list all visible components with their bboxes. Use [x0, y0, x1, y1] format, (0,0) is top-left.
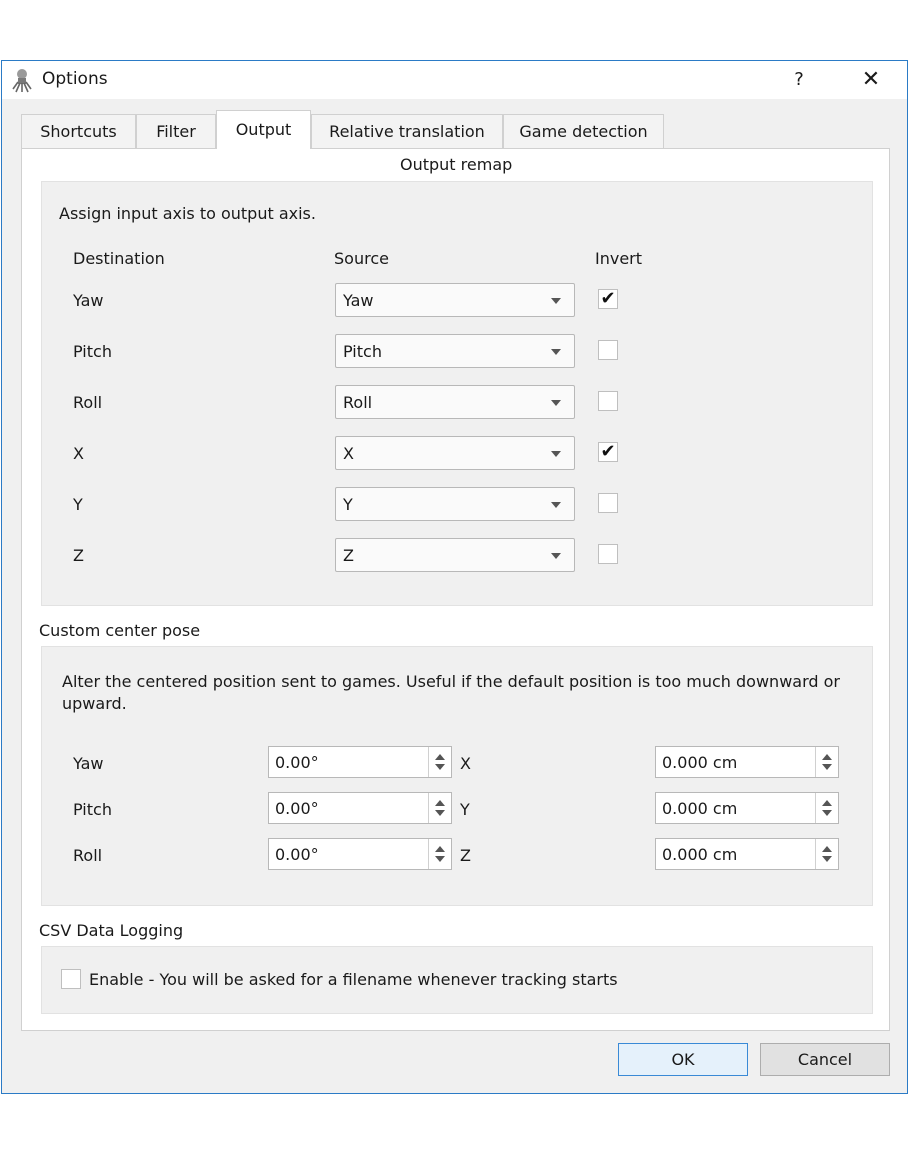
destination-header: Destination: [73, 249, 165, 268]
center-z-label: Z: [460, 846, 471, 865]
source-combo-value: Yaw: [343, 291, 374, 310]
spin-buttons[interactable]: [815, 747, 838, 777]
source-combo-value: Z: [343, 546, 354, 565]
help-button[interactable]: ?: [794, 69, 804, 90]
ok-button[interactable]: OK: [618, 1043, 748, 1076]
arrow-down-icon[interactable]: [435, 810, 445, 816]
invert-checkbox-y[interactable]: [598, 493, 618, 513]
invert-checkbox-roll[interactable]: [598, 391, 618, 411]
arrow-down-icon[interactable]: [822, 810, 832, 816]
invert-checkbox-x[interactable]: ✔: [598, 442, 618, 462]
output-remap-description: Assign input axis to output axis.: [59, 204, 316, 223]
source-combo-value: Y: [343, 495, 353, 514]
destination-label-pitch: Pitch: [73, 342, 112, 361]
tab-relative-translation[interactable]: Relative translation: [311, 114, 503, 148]
center-y-spinbox[interactable]: [655, 792, 839, 824]
csv-logging-title: CSV Data Logging: [39, 921, 184, 940]
spinbox-value: 0.000 cm: [662, 753, 738, 772]
center-pitch-label: Pitch: [73, 800, 112, 819]
invert-header: Invert: [595, 249, 643, 268]
arrow-up-icon[interactable]: [822, 846, 832, 852]
arrow-down-icon[interactable]: [435, 856, 445, 862]
spinbox-value: 0.00°: [275, 845, 319, 864]
app-icon: [10, 67, 34, 93]
source-combo-roll[interactable]: [335, 385, 575, 419]
tab-filter[interactable]: Filter: [136, 114, 216, 148]
custom-center-pose-title: Custom center pose: [39, 621, 201, 640]
chevron-down-icon: [551, 502, 561, 508]
cancel-button[interactable]: Cancel: [760, 1043, 890, 1076]
center-roll-label: Roll: [73, 846, 103, 865]
arrow-down-icon[interactable]: [822, 856, 832, 862]
source-combo-value: X: [343, 444, 354, 463]
invert-checkbox-z[interactable]: [598, 544, 618, 564]
chevron-down-icon: [551, 451, 561, 457]
source-combo-y[interactable]: [335, 487, 575, 521]
csv-enable-label[interactable]: Enable - You will be asked for a filename whenever tracking starts: [89, 970, 618, 989]
source-header: Source: [334, 249, 389, 268]
destination-label-z: Z: [73, 546, 84, 565]
chevron-down-icon: [551, 400, 561, 406]
spinbox-value: 0.000 cm: [662, 799, 738, 818]
center-z-spinbox[interactable]: [655, 838, 839, 870]
spin-buttons[interactable]: [815, 793, 838, 823]
window-title: Options: [42, 69, 108, 89]
spin-buttons[interactable]: [815, 839, 838, 869]
invert-checkbox-yaw[interactable]: ✔: [598, 289, 618, 309]
center-yaw-label: Yaw: [73, 754, 104, 773]
tab-shortcuts[interactable]: Shortcuts: [21, 114, 136, 148]
csv-logging-group: [41, 946, 873, 1014]
spinbox-value: 0.00°: [275, 753, 319, 772]
source-combo-pitch[interactable]: [335, 334, 575, 368]
tab-output[interactable]: Output: [216, 110, 311, 149]
title-bar: [2, 61, 907, 99]
spin-buttons[interactable]: [428, 839, 451, 869]
output-remap-group: [41, 181, 873, 606]
destination-label-roll: Roll: [73, 393, 103, 412]
destination-label-yaw: Yaw: [73, 291, 104, 310]
custom-center-pose-description: Alter the centered position sent to games. Useful if the default position is too much downward or upward.: [62, 672, 840, 713]
invert-checkbox-pitch[interactable]: [598, 340, 618, 360]
custom-center-pose-group: [41, 646, 873, 906]
arrow-up-icon[interactable]: [822, 754, 832, 760]
destination-label-y: Y: [73, 495, 83, 514]
close-button[interactable]: ✕: [861, 67, 881, 92]
tab-game-detection[interactable]: Game detection: [503, 114, 664, 148]
spin-buttons[interactable]: [428, 747, 451, 777]
source-combo-yaw[interactable]: [335, 283, 575, 317]
center-roll-spinbox[interactable]: [268, 838, 452, 870]
options-dialog: [1, 60, 908, 1094]
destination-label-x: X: [73, 444, 84, 463]
source-combo-x[interactable]: [335, 436, 575, 470]
spin-buttons[interactable]: [428, 793, 451, 823]
arrow-up-icon[interactable]: [435, 800, 445, 806]
chevron-down-icon: [551, 553, 561, 559]
center-y-label: Y: [460, 800, 470, 819]
arrow-up-icon[interactable]: [822, 800, 832, 806]
source-combo-value: Roll: [343, 393, 373, 412]
chevron-down-icon: [551, 298, 561, 304]
arrow-up-icon[interactable]: [435, 754, 445, 760]
arrow-down-icon[interactable]: [435, 764, 445, 770]
center-pitch-spinbox[interactable]: [268, 792, 452, 824]
chevron-down-icon: [551, 349, 561, 355]
arrow-up-icon[interactable]: [435, 846, 445, 852]
csv-enable-checkbox[interactable]: [61, 969, 81, 989]
source-combo-value: Pitch: [343, 342, 382, 361]
output-tab-panel: [21, 148, 890, 1031]
source-combo-z[interactable]: [335, 538, 575, 572]
arrow-down-icon[interactable]: [822, 764, 832, 770]
center-x-label: X: [460, 754, 471, 773]
output-remap-title: Output remap: [400, 155, 513, 174]
spinbox-value: 0.000 cm: [662, 845, 738, 864]
spinbox-value: 0.00°: [275, 799, 319, 818]
center-x-spinbox[interactable]: [655, 746, 839, 778]
center-yaw-spinbox[interactable]: [268, 746, 452, 778]
